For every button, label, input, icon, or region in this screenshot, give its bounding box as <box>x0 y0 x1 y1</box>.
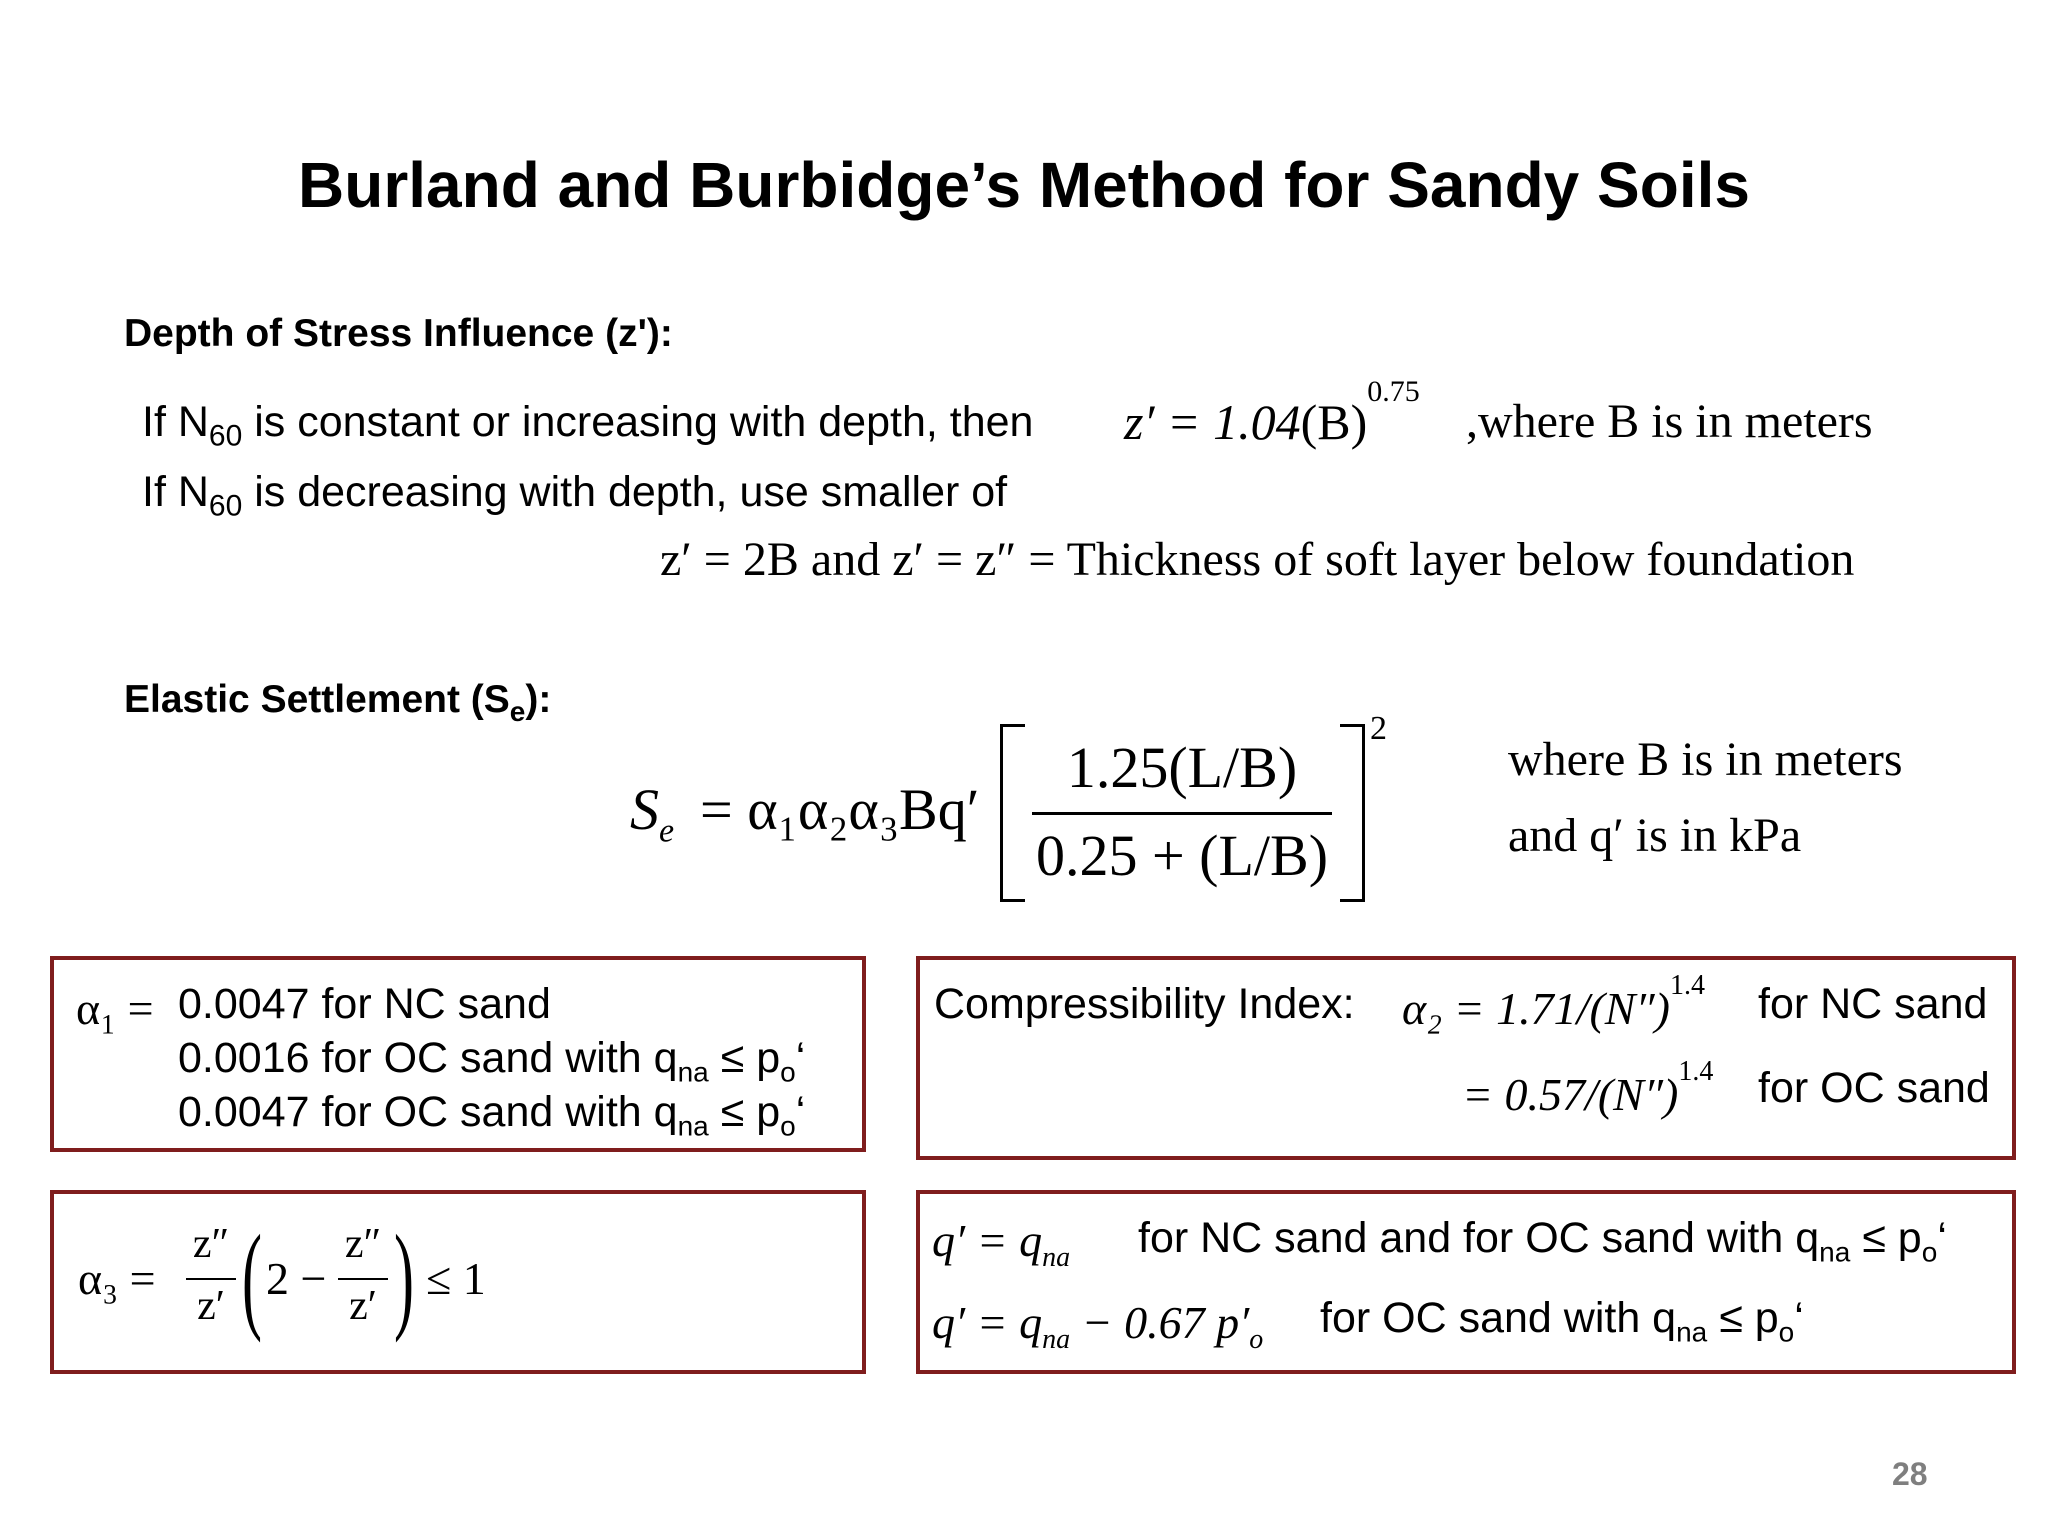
settlement-lhs: $S_e$ <box>630 777 675 850</box>
page-number: 28 <box>1892 1456 1928 1492</box>
alpha2-label: Compressibility Index: <box>934 980 1355 1028</box>
depth-heading: Depth of Stress Influence (z'): <box>124 312 673 355</box>
settlement-note-2: and q′ is in kPa <box>1508 809 1802 862</box>
left-bracket <box>1000 724 1025 902</box>
alpha3-frac1-bar <box>186 1278 236 1280</box>
alpha1-line-2: 0.0016 for OC sand with $q_{na}$ ≤ $p_o‘$ <box>178 1034 806 1088</box>
alpha1-box <box>50 956 866 1152</box>
settlement-note-1: where B is in meters <box>1508 733 1903 786</box>
alpha3-two-minus: 2 − <box>266 1253 327 1304</box>
q-box <box>916 1190 2016 1374</box>
alpha3-frac1-den: z′ <box>197 1283 225 1329</box>
alpha3-frac2-num: z″ <box>344 1221 382 1267</box>
depth-equation-2: z′ = 2B and z′ = z″ = Thickness of soft layer below foundation <box>660 533 1855 586</box>
fraction-bar <box>1032 812 1332 815</box>
alpha3-rhs: ≤ 1 <box>426 1253 486 1304</box>
alpha2-note-2: for OC sand <box>1758 1064 1990 1112</box>
alpha3-paren-close: ) <box>394 1210 414 1343</box>
settlement-frac-den: 0.25 + (L/B) <box>1035 823 1329 888</box>
alpha3-lhs: α₃ = <box>78 1253 156 1304</box>
depth-note-1: ,where B is in meters <box>1466 395 1873 448</box>
settlement-frac-num: 1.25(L/B) <box>1066 735 1298 800</box>
alpha3-box <box>50 1190 866 1374</box>
right-bracket <box>1340 724 1365 902</box>
alpha2-eq-2: = $0.57/(N'')^{1.4}$ <box>1462 1056 1714 1120</box>
alpha2-note-1: for NC sand <box>1758 980 1988 1028</box>
alpha1-symbol: α₁ = <box>76 983 154 1034</box>
settlement-exponent: 2 <box>1370 710 1387 747</box>
alpha1-line-3: 0.0047 for OC sand with $q_{na}$ ≤ $p_o‘$ <box>178 1088 806 1142</box>
q-note-2: for OC sand with $q_{na}$ ≤ $p_o‘$ <box>1320 1294 1804 1348</box>
slide-title: Burland and Burbidge’s Method for Sandy Soils <box>298 149 1750 221</box>
settlement-heading: Elastic Settlement $(S_e)$: <box>124 678 552 727</box>
alpha3-frac2-bar <box>338 1278 388 1280</box>
q-eq-2: $q' = q_{na} - 0.67$ $p'_o$ <box>932 1297 1264 1356</box>
alpha3-paren-open: ( <box>242 1210 262 1343</box>
depth-equation-1: $z' = 1.04(B)^{0.75}$ <box>1124 375 1420 450</box>
depth-line-2: If $N_{60}$ is decreasing with depth, use smaller of <box>142 468 1008 523</box>
alpha2-eq-1: $\alpha_2 = 1.71/(N'')^{1.4}$ <box>1402 970 1705 1034</box>
alpha3-frac1-num: z″ <box>192 1221 230 1267</box>
settlement-mid: = α₁α₂α₃Bq′ <box>700 777 980 842</box>
q-note-1: for NC sand and for OC sand with $q_{na}$ ≤ $p_o‘$ <box>1138 1214 1947 1268</box>
alpha1-line-1: 0.0047 for NC sand <box>178 980 551 1028</box>
depth-line-1: If $N_{60}$ is constant or increasing with depth, then <box>142 398 1034 453</box>
q-eq-1: $q' = q_{na}$ <box>932 1215 1071 1274</box>
alpha2-box <box>916 956 2016 1160</box>
alpha3-frac2-den: z′ <box>349 1283 377 1329</box>
